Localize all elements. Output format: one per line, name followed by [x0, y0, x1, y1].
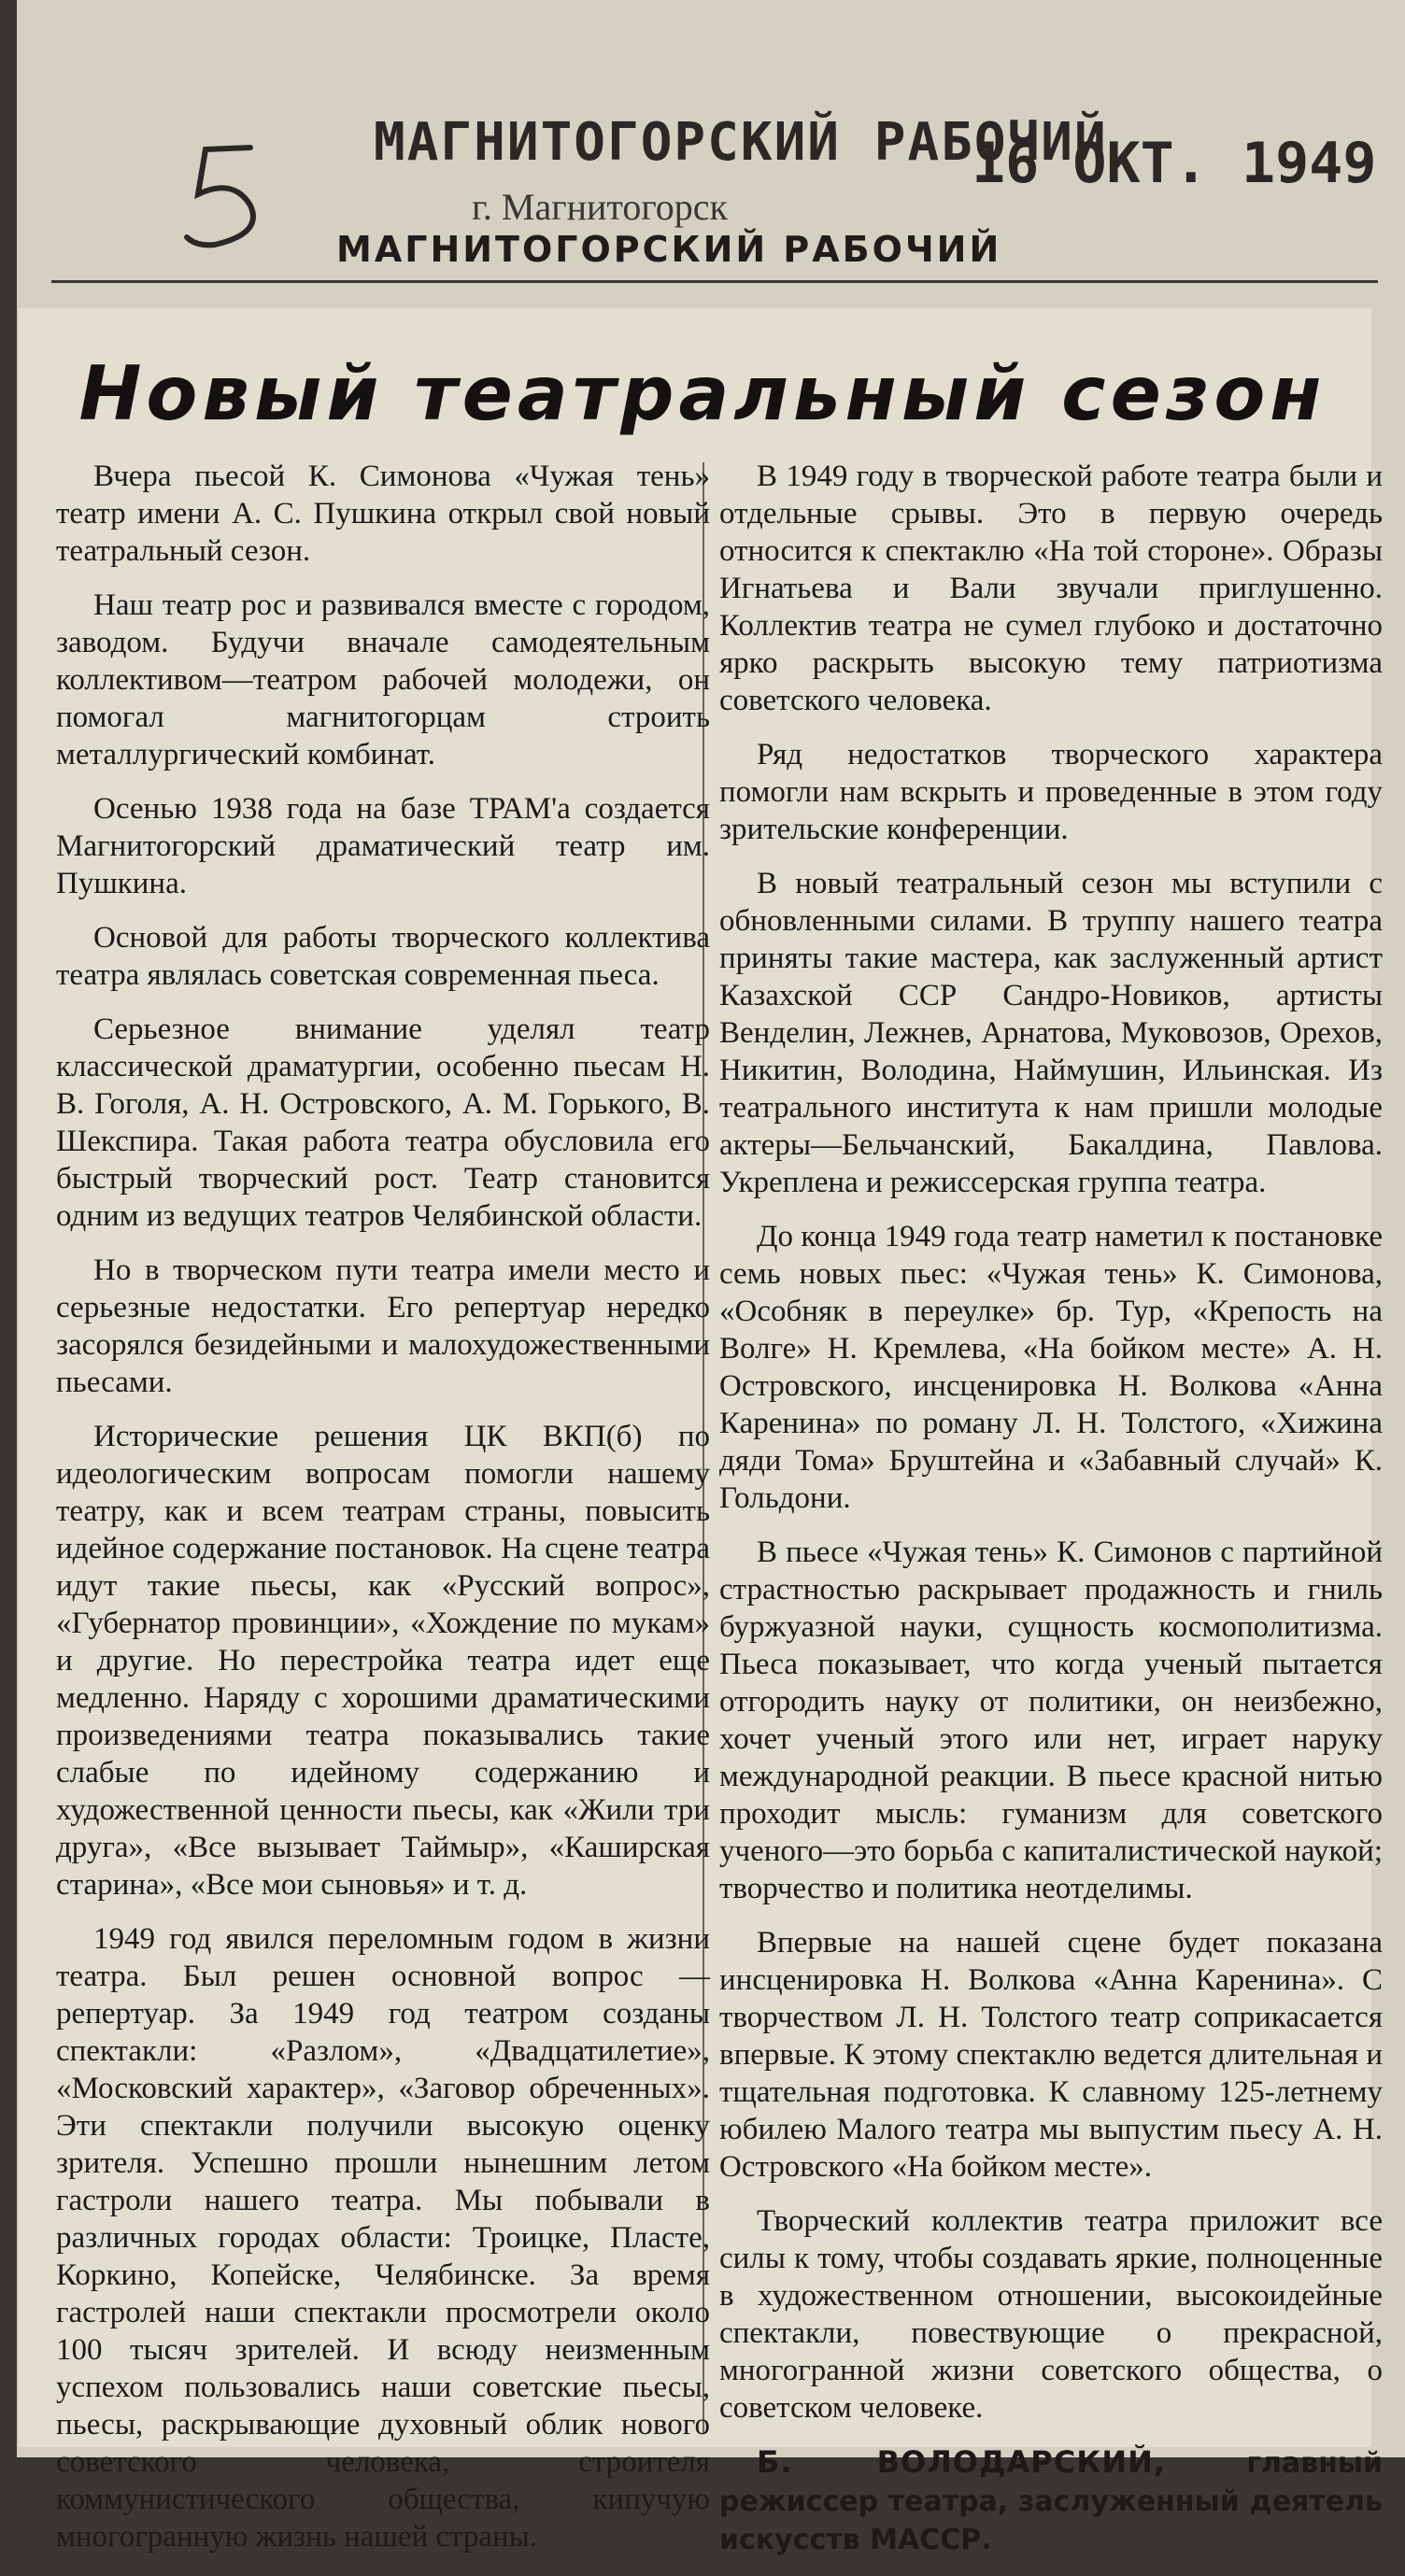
paragraph: Основой для работы творческого коллектива театра являлась советская современная пьеса. [56, 921, 710, 992]
article-column-right [719, 458, 1383, 2576]
article-column-left [56, 458, 710, 2572]
masthead-rule [51, 280, 1378, 283]
paragraph: Творческий коллектив театра приложит все силы к тому, чтобы создавать яркие, полноценные в художественном отношении, высокоидейные спектакли, повествующие о прекрасной, многогранной жизни советского общества, о советском человеке. [719, 2204, 1383, 2425]
paragraph: Вчера пьесой К. Симонова «Чужая тень» театр имени А. С. Пушкина открыл свой новый театральный сезон. [56, 460, 710, 568]
masthead-stamp-title: МАГНИТОГОРСКИЙ РАБОЧИЙ [374, 112, 1108, 173]
paragraph: В новый театральный сезон мы вступили с обновленными силами. В труппу нашего театра приняты такие мастера, как заслуженный артист Казахской ССР Сандро-Новиков, артисты Венделин, Лежнев, Арнатова, Муковозов, Орехов, Никитин, Володина, Наймушин, Ильинская. Из театрального института к нам пришли молодые актеры—Бельчанский, Бакалдина, Павлова. Укреплена и режиссерская группа театра. [719, 867, 1383, 1199]
city-line: г. Магнитогорск [472, 186, 728, 228]
paragraph: Ряд недостатков творческого характера помогли нам вскрыть и проведенные в этом году зрительские конференции. [719, 738, 1383, 846]
paragraph: Исторические решения ЦК ВКП(б) по идеологическим вопросам помогли нашему театру, как и всем театрам страны, повысить идейное содержание постановок. На сцене театра идут такие пьесы, как «Русский вопрос», «Губернатор провинции», «Хождение по мукам» и другие. Но перестройка театра идет еще медленно. Наряду с хорошими драматическими произведениями театра показывались такие слабые по идейному содержанию и художественной ценности пьесы, как «Жили три друга», «Все вызывает Таймыр», «Каширская старина», «Все мои сыновья» и т. д. [56, 1420, 710, 1902]
paragraph: До конца 1949 года театр наметил к постановке семь новых пьес: «Чужая тень» К. Симонова, «Особняк в переулке» бр. Тур, «Крепость на Волге» Н. Кремлева, «На бойком месте» А. Н. Островского, инсценировка Н. Волкова «Анна Каренина» по роману Л. Н. Толстого, «Хижина дяди Тома» Бруштейна и «Забавный случай» К. Гольдони. [719, 1220, 1383, 1515]
paragraph: В 1949 году в творческой работе театра были и отдельные срывы. Это в первую очередь относится к спектаклю «На той стороне». Образы Игнатьева и Вали звучали приглушенно. Коллектив театра не сумел глубоко и достаточно ярко раскрыть высокую тему патриотизма советского человека. [719, 460, 1383, 717]
paragraph: Впервые на нашей сцене будет показана инсценировка Н. Волкова «Анна Каренина». С творчеством Л. Н. Толстого театр соприкасается впервые. К этому спектаклю ведется длительная и тщательная подготовка. К славному 125-летнему юбилею Малого театра мы выпустим пьесу А. Н. Островского «На бойком месте». [719, 1926, 1383, 2184]
paragraph: 1949 год явился переломным годом в жизни театра. Был решен основной вопрос — репертуар. За 1949 год театром созданы спектакли: «Разлом», «Двадцатилетие», «Московский характер», «Заговор обреченных». Эти спектакли получили высокую оценку зрителя. Успешно прошли нынешним летом гастроли нашего театра. Мы побывали в различных городах области: Троицке, Пласте, Коркино, Копейске, Челябинске. За время гастролей наши спектакли просмотрели около 100 тысяч зрителей. И всюду неизменным успехом пользовались наши советские пьесы, пьесы, раскрывающие духовный облик нового советского человека, строителя коммунистического общества, кипучую многогранную жизнь нашей страны. [56, 1922, 710, 2554]
paragraph: В пьесе «Чужая тень» К. Симонов с партийной страстностью раскрывает продажность и гниль буржуазной науки, сущность космополитизма. Пьеса показывает, что когда ученый пытается отгородить науку от политики, он неизбежно, хочет ученый этого или нет, играет наруку международной реакции. В пьесе красной нитью проходит мысль: гуманизм для советского ученого—это борьба с капиталистической наукой; творчество и политика неотделимы. [719, 1536, 1383, 1905]
paragraph: Наш театр рос и развивался вместе с городом, заводом. Будучи вначале самодеятельным коллективом—театром рабочей молодежи, он помогал магнитогорцам строить металлургический комбинат. [56, 588, 710, 771]
handwritten-mark [177, 140, 280, 252]
author-signature [719, 2443, 1383, 2559]
author-name: Б. ВОЛОДАРСКИЙ, [757, 2444, 1167, 2480]
date-stamp: 16 ОКТ. 1949 [972, 131, 1377, 196]
paragraph: Серьезное внимание уделял театр классической драматургии, особенно пьесам Н. В. Гоголя, А. Н. Островского, А. М. Горького, В. Шекспира. Такая работа театра обусловила его быстрый творческий рост. Театр становится одним из ведущих театров Челябинской области. [56, 1012, 710, 1233]
paper-title: МАГНИТОГОРСКИЙ РАБОЧИЙ [336, 229, 1002, 270]
article-headline: Новый театральный сезон [78, 350, 1327, 437]
author-role: главный режиссер театра, заслуженный деятель искусств МАССР. [719, 2447, 1383, 2556]
paragraph: Осенью 1938 года на базе ТРАМ'а создается Магнитогорский драматический театр им. Пушкина. [56, 792, 710, 900]
paragraph: Но в творческом пути театра имели место и серьезные недостатки. Его репертуар нередко засорялся безидейными и малохудожественными пьесами. [56, 1253, 710, 1399]
